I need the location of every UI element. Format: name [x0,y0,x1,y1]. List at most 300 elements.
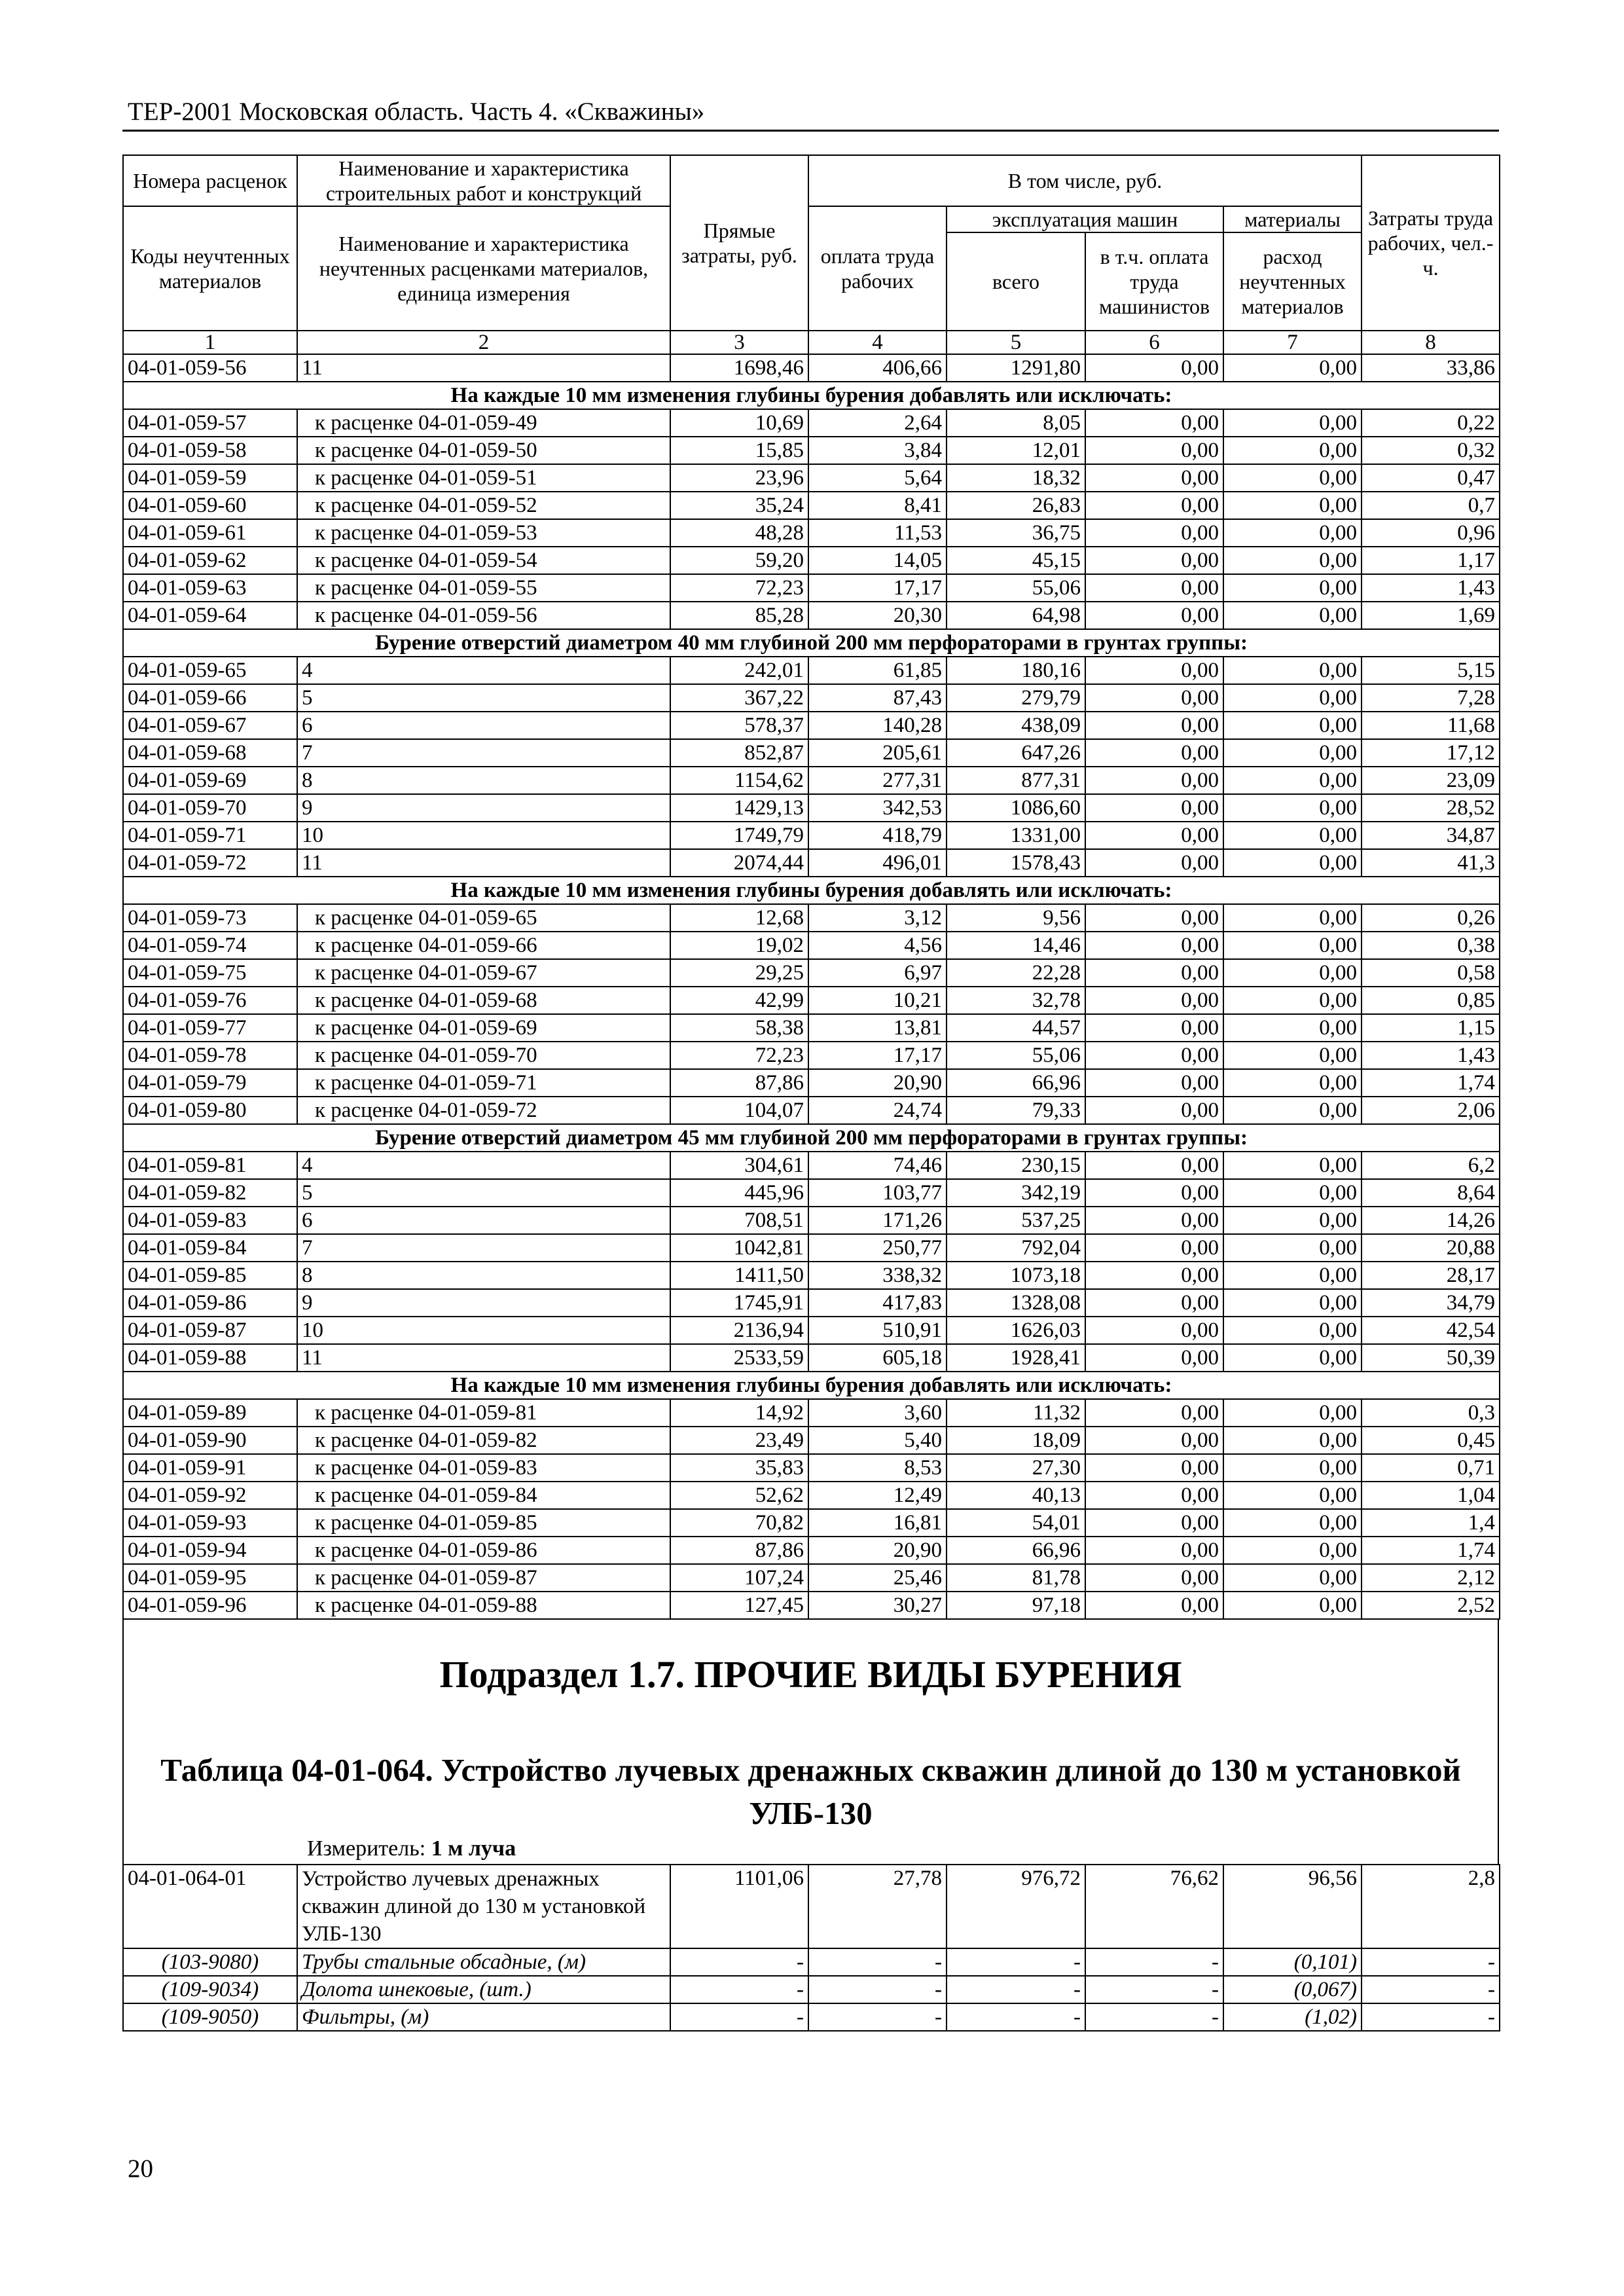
rate-description: к расценке 04-01-059-70 [297,1042,670,1069]
materials-cost: 0,00 [1223,849,1362,877]
workers-pay: 20,90 [808,1069,947,1097]
rate-code: 04-01-059-57 [123,409,297,437]
col-number: 7 [1223,331,1362,354]
col-workers-pay: оплата труда рабочих [808,206,947,331]
rate-description: к расценке 04-01-059-82 [297,1427,670,1454]
col-materials: материалы [1223,206,1362,232]
direct-cost: 35,83 [670,1454,808,1482]
labor-cost: 11,68 [1362,712,1500,739]
workers-pay: 2,64 [808,409,947,437]
materials-cost: 0,00 [1223,959,1362,987]
machines-total: 1291,80 [947,354,1085,382]
measure-value: 1 м луча [431,1836,516,1861]
labor-cost: 14,26 [1362,1207,1500,1234]
machines-total: 55,06 [947,574,1085,602]
machines-total: 27,30 [947,1454,1085,1482]
direct-cost: 578,37 [670,712,808,739]
operators-pay: 0,00 [1085,657,1223,684]
rate-code: 04-01-059-61 [123,519,297,547]
operators-pay: - [1085,1976,1223,2003]
materials-cost: 0,00 [1223,1207,1362,1234]
machines-total: 54,01 [947,1509,1085,1537]
materials-cost: 0,00 [1223,1399,1362,1427]
workers-pay: 342,53 [808,794,947,822]
labor-cost: 0,71 [1362,1454,1500,1482]
rate-code: 04-01-059-80 [123,1097,297,1124]
rate-description: к расценке 04-01-059-87 [297,1564,670,1592]
operators-pay: 0,00 [1085,464,1223,492]
labor-cost: 33,86 [1362,354,1500,382]
rate-code: 04-01-059-58 [123,437,297,464]
rate-code: 04-01-059-86 [123,1289,297,1317]
rate-code: 04-01-059-79 [123,1069,297,1097]
table-row [123,492,1500,519]
rate-description: 7 [297,1234,670,1262]
operators-pay: 0,00 [1085,354,1223,382]
rate-code: 04-01-059-76 [123,987,297,1014]
labor-cost: 1,74 [1362,1537,1500,1564]
labor-cost: 2,12 [1362,1564,1500,1592]
operators-pay: - [1085,1948,1223,1976]
machines-total: 12,01 [947,437,1085,464]
rate-code: 04-01-059-67 [123,712,297,739]
operators-pay: 0,00 [1085,904,1223,932]
table-row [123,1179,1500,1207]
materials-cost: 0,00 [1223,1592,1362,1619]
table-row [123,849,1500,877]
direct-cost: 1749,79 [670,822,808,849]
operators-pay: 0,00 [1085,1454,1223,1482]
col-codes: Коды неучтенных материалов [123,206,297,331]
section-row [123,1124,1500,1152]
direct-cost: 15,85 [670,437,808,464]
rate-code: 04-01-059-77 [123,1014,297,1042]
materials-cost: 0,00 [1223,547,1362,574]
table-row [123,932,1500,959]
rate-description: к расценке 04-01-059-85 [297,1509,670,1537]
material-code: (109-9050) [123,2003,297,2031]
direct-cost: 127,45 [670,1592,808,1619]
machines-total: 14,46 [947,932,1085,959]
rate-description: к расценке 04-01-059-71 [297,1069,670,1097]
materials-cost: 0,00 [1223,1317,1362,1344]
rate-code: 04-01-059-75 [123,959,297,987]
direct-cost: 72,23 [670,574,808,602]
table-row [123,1262,1500,1289]
materials-cost: 0,00 [1223,684,1362,712]
materials-cost: 0,00 [1223,354,1362,382]
operators-pay: 0,00 [1085,1317,1223,1344]
table-row [123,794,1500,822]
materials-cost: 0,00 [1223,739,1362,767]
table-row [123,1317,1500,1344]
direct-cost: 12,68 [670,904,808,932]
machines-total: 8,05 [947,409,1085,437]
rate-code: 04-01-059-92 [123,1482,297,1509]
section-row [123,1372,1500,1399]
rate-description: 5 [297,1179,670,1207]
direct-cost: 72,23 [670,1042,808,1069]
rate-code: 04-01-059-71 [123,822,297,849]
direct-cost: 14,92 [670,1399,808,1427]
direct-cost: 1745,91 [670,1289,808,1317]
labor-cost: 1,74 [1362,1069,1500,1097]
materials-cost: 0,00 [1223,409,1362,437]
machines-total: 1331,00 [947,822,1085,849]
labor-cost: 20,88 [1362,1234,1500,1262]
table-row [123,519,1500,547]
operators-pay: 0,00 [1085,684,1223,712]
materials-cost: 0,00 [1223,1069,1362,1097]
workers-pay: 496,01 [808,849,947,877]
materials-cost: 0,00 [1223,1344,1362,1372]
direct-cost: 70,82 [670,1509,808,1537]
col-rate-numbers: Номера расценок [123,155,297,206]
section-heading: На каждые 10 мм изменения глубины бурения добавлять или исключать: [123,382,1500,409]
col-number: 4 [808,331,947,354]
table-row [123,354,1500,382]
workers-pay: 11,53 [808,519,947,547]
materials-cost: 0,00 [1223,1152,1362,1179]
direct-cost: 10,69 [670,409,808,437]
direct-cost: 2533,59 [670,1344,808,1372]
rate-description: 10 [297,1317,670,1344]
machines-total: 279,79 [947,684,1085,712]
rate-code: 04-01-059-88 [123,1344,297,1372]
operators-pay: 0,00 [1085,1427,1223,1454]
col-number: 5 [947,331,1085,354]
col-operators-pay: в т.ч. оплата труда машинистов [1085,232,1223,331]
col-number: 3 [670,331,808,354]
table-row [123,1207,1500,1234]
rate-code: 04-01-059-84 [123,1234,297,1262]
workers-pay: 103,77 [808,1179,947,1207]
labor-cost: 1,43 [1362,574,1500,602]
direct-cost: 29,25 [670,959,808,987]
operators-pay: 0,00 [1085,959,1223,987]
table-row [123,464,1500,492]
rate-description: к расценке 04-01-059-88 [297,1592,670,1619]
rate-code: 04-01-059-83 [123,1207,297,1234]
machines-total: 79,33 [947,1097,1085,1124]
direct-cost: 367,22 [670,684,808,712]
workers-pay: 8,41 [808,492,947,519]
operators-pay: 0,00 [1085,1564,1223,1592]
machines-total: 180,16 [947,657,1085,684]
direct-cost: 107,24 [670,1564,808,1592]
rate-code: 04-01-059-72 [123,849,297,877]
direct-cost: 35,24 [670,492,808,519]
rate-description: 9 [297,794,670,822]
materials-cost: 0,00 [1223,1042,1362,1069]
workers-pay: 3,60 [808,1399,947,1427]
rate-code: 04-01-059-66 [123,684,297,712]
machines-total: 1328,08 [947,1289,1085,1317]
operators-pay: 0,00 [1085,1152,1223,1179]
table-row [123,1152,1500,1179]
section-heading: На каждые 10 мм изменения глубины бурения добавлять или исключать: [123,1372,1500,1399]
machines-total: 647,26 [947,739,1085,767]
workers-pay: 277,31 [808,767,947,794]
machines-total: 18,32 [947,464,1085,492]
materials-cost: 0,00 [1223,822,1362,849]
rate-description: к расценке 04-01-059-84 [297,1482,670,1509]
operators-pay: 0,00 [1085,1592,1223,1619]
page-number: 20 [128,2155,153,2183]
rate-description: к расценке 04-01-059-72 [297,1097,670,1124]
direct-cost: 52,62 [670,1482,808,1509]
direct-cost: 1411,50 [670,1262,808,1289]
workers-pay: 510,91 [808,1317,947,1344]
workers-pay: 6,97 [808,959,947,987]
labor-cost: 0,85 [1362,987,1500,1014]
material-quantity: (0,067) [1223,1976,1362,2003]
rate-code: 04-01-059-68 [123,739,297,767]
operators-pay: 0,00 [1085,1234,1223,1262]
labor-cost: 1,15 [1362,1014,1500,1042]
col-direct: Прямые затраты, руб. [670,155,808,331]
labor-cost: 5,15 [1362,657,1500,684]
rate-description: 6 [297,712,670,739]
col-number: 1 [123,331,297,354]
rate-description: 5 [297,684,670,712]
materials-cost: 0,00 [1223,492,1362,519]
rate-description: к расценке 04-01-059-68 [297,987,670,1014]
labor-cost: 34,87 [1362,822,1500,849]
operators-pay: 76,62 [1085,1865,1223,1948]
table-064 [122,1864,1500,2032]
materials-cost: 0,00 [1223,794,1362,822]
rate-code: 04-01-059-60 [123,492,297,519]
direct-cost: 87,86 [670,1537,808,1564]
header-rule [122,130,1499,132]
machines-total: 55,06 [947,1042,1085,1069]
rate-code: 04-01-059-96 [123,1592,297,1619]
material-name: Трубы стальные обсадные, (м) [297,1948,670,1976]
machines-total: 230,15 [947,1152,1085,1179]
rate-code: 04-01-064-01 [123,1865,297,1948]
materials-cost: 0,00 [1223,932,1362,959]
operators-pay: 0,00 [1085,712,1223,739]
machines-total: 976,72 [947,1865,1085,1948]
table-row [123,1042,1500,1069]
rate-description: к расценке 04-01-059-50 [297,437,670,464]
material-code: (103-9080) [123,1948,297,1976]
workers-pay: 25,46 [808,1564,947,1592]
labor-cost: 1,4 [1362,1509,1500,1537]
rate-code: 04-01-059-64 [123,602,297,629]
workers-pay: 10,21 [808,987,947,1014]
col-name-materials: Наименование и характеристика неучтенных расценками материалов, единица измерения [297,206,670,331]
material-name: Фильтры, (м) [297,2003,670,2031]
direct-cost: 1154,62 [670,767,808,794]
materials-cost: 0,00 [1223,1482,1362,1509]
direct-cost: 104,07 [670,1097,808,1124]
workers-pay: 13,81 [808,1014,947,1042]
workers-pay: 24,74 [808,1097,947,1124]
rate-code: 04-01-059-63 [123,574,297,602]
labor-cost: 1,43 [1362,1042,1500,1069]
operators-pay: 0,00 [1085,822,1223,849]
direct-cost: 852,87 [670,739,808,767]
machines-total: 438,09 [947,712,1085,739]
labor-cost: 0,26 [1362,904,1500,932]
operators-pay: - [1085,2003,1223,2031]
rate-code: 04-01-059-70 [123,794,297,822]
workers-pay: 4,56 [808,932,947,959]
rate-description: к расценке 04-01-059-66 [297,932,670,959]
rate-description: 8 [297,1262,670,1289]
direct-cost: 1429,13 [670,794,808,822]
material-name: Долота шнековые, (шт.) [297,1976,670,2003]
operators-pay: 0,00 [1085,1179,1223,1207]
direct-cost: 1698,46 [670,354,808,382]
rate-description: к расценке 04-01-059-86 [297,1537,670,1564]
materials-cost: 0,00 [1223,1454,1362,1482]
labor-cost: 0,45 [1362,1427,1500,1454]
machines-total: 40,13 [947,1482,1085,1509]
workers-pay: 8,53 [808,1454,947,1482]
materials-cost: 0,00 [1223,904,1362,932]
workers-pay: 20,30 [808,602,947,629]
table-row [123,1344,1500,1372]
direct-cost: - [670,2003,808,2031]
workers-pay: 338,32 [808,1262,947,1289]
section-row [123,629,1500,657]
col-including: В том числе, руб. [808,155,1362,206]
labor-cost: 41,3 [1362,849,1500,877]
materials-cost: 0,00 [1223,657,1362,684]
direct-cost: 85,28 [670,602,808,629]
operators-pay: 0,00 [1085,1509,1223,1537]
operators-pay: 0,00 [1085,1207,1223,1234]
materials-cost: 0,00 [1223,574,1362,602]
rate-description: 11 [297,354,670,382]
operators-pay: 0,00 [1085,1014,1223,1042]
materials-cost: 96,56 [1223,1865,1362,1948]
direct-cost: 242,01 [670,657,808,684]
subsection-block [122,1620,1499,1864]
workers-pay: 74,46 [808,1152,947,1179]
table-row [123,574,1500,602]
rate-code: 04-01-059-69 [123,767,297,794]
machines-total: 81,78 [947,1564,1085,1592]
rate-code: 04-01-059-90 [123,1427,297,1454]
labor-cost: 50,39 [1362,1344,1500,1372]
labor-cost: 0,96 [1362,519,1500,547]
labor-cost: 34,79 [1362,1289,1500,1317]
material-row [123,1976,1500,2003]
workers-pay: 12,49 [808,1482,947,1509]
labor-cost: 0,58 [1362,959,1500,987]
col-labor: Затраты труда рабочих, чел.-ч. [1362,155,1500,331]
rate-description: к расценке 04-01-059-54 [297,547,670,574]
subsection-title: Подраздел 1.7. ПРОЧИЕ ВИДЫ БУРЕНИЯ [439,1653,1182,1696]
material-row [123,1948,1500,1976]
workers-pay: 3,12 [808,904,947,932]
labor-cost: 0,47 [1362,464,1500,492]
rate-description: к расценке 04-01-059-51 [297,464,670,492]
workers-pay: 30,27 [808,1592,947,1619]
machines-total: 64,98 [947,602,1085,629]
machines-total: 792,04 [947,1234,1085,1262]
materials-cost: 0,00 [1223,1097,1362,1124]
labor-cost: 28,52 [1362,794,1500,822]
direct-cost: 1101,06 [670,1865,808,1948]
machines-total: 11,32 [947,1399,1085,1427]
workers-pay: 171,26 [808,1207,947,1234]
rate-description: к расценке 04-01-059-81 [297,1399,670,1427]
rate-description: к расценке 04-01-059-67 [297,959,670,987]
rate-code: 04-01-059-59 [123,464,297,492]
rate-description: 4 [297,1152,670,1179]
table-row [123,684,1500,712]
materials-cost: 0,00 [1223,464,1362,492]
main-frame [122,155,1499,2032]
labor-cost: - [1362,1948,1500,1976]
rate-description: к расценке 04-01-059-53 [297,519,670,547]
machines-total: 1626,03 [947,1317,1085,1344]
machines-total: 1086,60 [947,794,1085,822]
labor-cost: - [1362,1976,1500,2003]
operators-pay: 0,00 [1085,1069,1223,1097]
workers-pay: 5,40 [808,1427,947,1454]
machines-total: 9,56 [947,904,1085,932]
rate-description: 11 [297,1344,670,1372]
rate-code: 04-01-059-73 [123,904,297,932]
rate-code: 04-01-059-62 [123,547,297,574]
material-row [123,2003,1500,2031]
col-machines: эксплуатация машин [947,206,1223,232]
workers-pay: 406,66 [808,354,947,382]
rate-code: 04-01-059-89 [123,1399,297,1427]
rate-description: 7 [297,739,670,767]
labor-cost: 28,17 [1362,1262,1500,1289]
section-heading: Бурение отверстий диаметром 45 мм глубиной 200 мм перфораторами в грунтах группы: [123,1124,1500,1152]
table-row [123,1509,1500,1537]
rate-description: к расценке 04-01-059-56 [297,602,670,629]
machines-total: 342,19 [947,1179,1085,1207]
materials-cost: 0,00 [1223,1234,1362,1262]
labor-cost: 0,3 [1362,1399,1500,1427]
labor-cost: 6,2 [1362,1152,1500,1179]
machines-total: 66,96 [947,1069,1085,1097]
direct-cost: 1042,81 [670,1234,808,1262]
direct-cost: 304,61 [670,1152,808,1179]
table-row [123,657,1500,684]
table-row [123,1014,1500,1042]
operators-pay: 0,00 [1085,1289,1223,1317]
machines-total: 66,96 [947,1537,1085,1564]
col-mat-cost: расход неучтенных материалов [1223,232,1362,331]
machines-total: 877,31 [947,767,1085,794]
operators-pay: 0,00 [1085,739,1223,767]
material-code: (109-9034) [123,1976,297,2003]
operators-pay: 0,00 [1085,409,1223,437]
rate-code: 04-01-059-93 [123,1509,297,1537]
labor-cost: 17,12 [1362,739,1500,767]
labor-cost: 1,69 [1362,602,1500,629]
materials-cost: 0,00 [1223,712,1362,739]
table-row [123,1427,1500,1454]
direct-cost: 23,96 [670,464,808,492]
direct-cost: 23,49 [670,1427,808,1454]
labor-cost: 0,22 [1362,409,1500,437]
direct-cost: 708,51 [670,1207,808,1234]
section-heading: Бурение отверстий диаметром 40 мм глубиной 200 мм перфораторами в грунтах группы: [123,629,1500,657]
table-row [123,959,1500,987]
table-row [123,987,1500,1014]
